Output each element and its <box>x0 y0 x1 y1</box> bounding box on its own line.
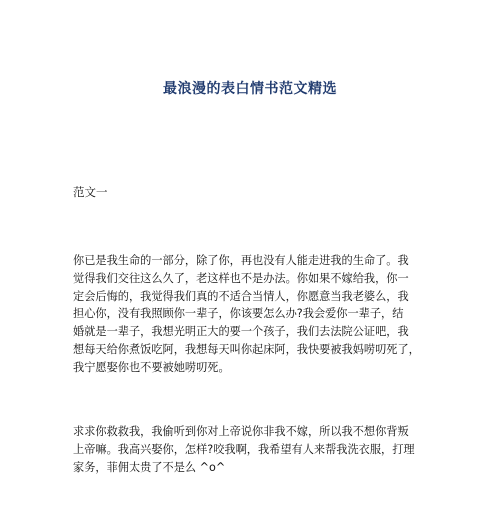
section-heading: 范文一 <box>73 185 108 199</box>
paragraph-line: 求求你救救我，我偷听到你对上帝说你非我不嫁，所以我不想你背叛 <box>73 425 409 438</box>
paragraph-line: 想每天给你煮饭吃阿，我想每天叫你起床阿，我快要被我妈唠叨死了， <box>73 342 420 356</box>
paragraph-line: 上帝嘛。我高兴娶你，怎样?咬我啊，我希望有人来帮我洗衣服，打理 <box>73 442 415 456</box>
paragraph-line: 家务，菲佣太贵了不是么 ^o^ <box>73 460 226 474</box>
paragraph-line: 婚就是一辈子，我想光明正大的要一个孩子，我们去法院公证吧，我 <box>73 325 409 339</box>
document-title: 最浪漫的表白情书范文精选 <box>163 81 337 97</box>
paragraph-line: 你已是我生命的一部分，除了你，再也没有人能走进我的生命了。我 <box>73 254 409 267</box>
paragraph-line: 我宁愿娶你也不要被她唠叨死。 <box>73 360 230 374</box>
paragraph-line: 觉得我们交往这么久了，老这样也不是办法。你如果不嫁给我，你一 <box>73 271 409 285</box>
paragraph-line: 定会后悔的，我觉得我们真的不适合当情人，你愿意当我老婆么，我 <box>73 289 409 303</box>
paragraph-1 <box>73 252 428 377</box>
paragraph-line: 担心你，没有我照顾你一辈子，你该要怎么办?我会爱你一辈子，结 <box>73 307 404 321</box>
paragraph-2 <box>73 423 428 476</box>
